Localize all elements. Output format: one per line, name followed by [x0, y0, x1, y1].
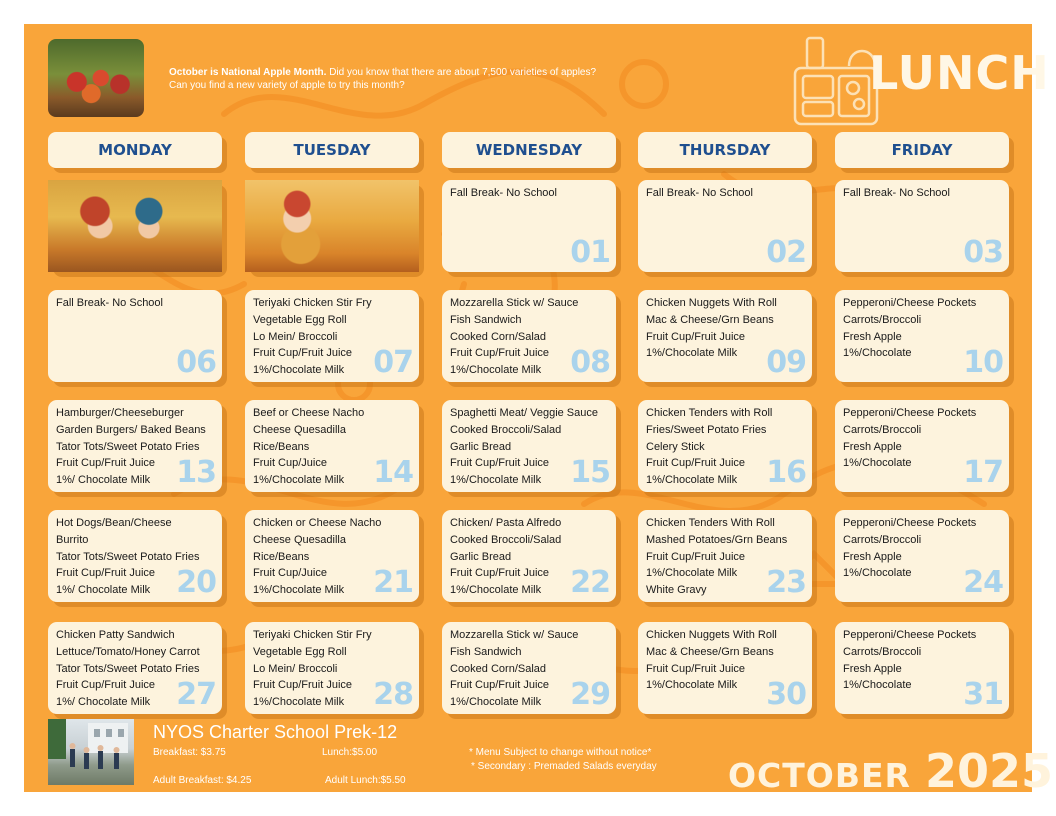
menu-item: Mashed Potatoes/Grn Beans	[646, 533, 788, 546]
autumn-girl-photo	[245, 180, 419, 272]
menu-item: Fall Break- No School	[646, 187, 753, 199]
menu-item: Fish Sandwich	[450, 645, 522, 658]
menu-item: Fresh Apple	[843, 330, 902, 343]
menu-item: Fruit Cup/Fruit Juice	[56, 457, 156, 470]
adult-breakfast-price: Adult Breakfast: $4.25	[153, 775, 252, 786]
intro-line2: Can you find a new variety of apple to try this month?	[169, 80, 405, 91]
menu-item: Pepperoni/Cheese Pockets	[843, 517, 977, 529]
date-number: 28	[373, 677, 413, 712]
menu-item: 1%/ Chocolate Milk	[56, 584, 151, 597]
menu-day-cell	[48, 622, 222, 714]
menu-item: Fruit Cup/Juice	[253, 567, 327, 580]
intro-rest: Did you know that there are about 7,500 varieties of apples?	[326, 67, 597, 78]
menu-item: Spaghetti Meat/ Veggie Sauce	[450, 407, 598, 419]
menu-item: Carrots/Broccoli	[843, 645, 922, 658]
menu-item: Fruit Cup/Juice	[253, 457, 327, 470]
date-number: 03	[963, 235, 1003, 270]
date-number: 30	[766, 677, 806, 712]
menu-item: 1%/Chocolate	[843, 567, 912, 580]
menu-day-cell	[835, 622, 1009, 714]
menu-item: 1%/Chocolate Milk	[646, 347, 738, 360]
date-number: 06	[176, 345, 216, 380]
autumn-kids-photo-image	[48, 180, 222, 272]
menu-item: Fruit Cup/Fruit Juice	[450, 679, 550, 692]
salad-note: * Secondary : Premaded Salads everyday	[471, 761, 657, 772]
menu-item: 1%/ Chocolate Milk	[56, 696, 151, 709]
menu-day-cell	[638, 180, 812, 272]
menu-item: 1%/Chocolate Milk	[646, 567, 738, 580]
date-number: 09	[766, 345, 806, 380]
menu-item: Garlic Bread	[450, 440, 512, 453]
menu-day-cell	[245, 622, 419, 714]
menu-item: Cheese Quesadilla	[253, 423, 346, 436]
menu-item: 1%/Chocolate Milk	[646, 679, 738, 692]
date-number: 01	[570, 235, 610, 270]
menu-item: Garlic Bread	[450, 550, 512, 563]
menu-item: Mozzarella Stick w/ Sauce	[450, 297, 579, 309]
menu-day-cell	[245, 400, 419, 492]
date-number: 17	[963, 455, 1003, 490]
menu-item: Fall Break- No School	[843, 187, 950, 199]
menu-item: Mozzarella Stick w/ Sauce	[450, 629, 579, 641]
menu-item: Rice/Beans	[253, 550, 310, 563]
menu-item: Fruit Cup/Fruit Juice	[646, 550, 746, 563]
menu-item: 1%/Chocolate Milk	[450, 584, 542, 597]
menu-item: Cooked Corn/Salad	[450, 662, 547, 675]
menu-day-cell	[835, 290, 1009, 382]
intro-bold: October is National Apple Month.	[169, 67, 327, 78]
menu-item: Chicken Tenders with Roll	[646, 407, 773, 419]
menu-item: Rice/Beans	[253, 440, 310, 453]
menu-item: 1%/Chocolate Milk	[450, 474, 542, 487]
menu-item: Fruit Cup/Fruit Juice	[450, 457, 550, 470]
menu-item: Celery Stick	[646, 440, 705, 453]
menu-item: Chicken/ Pasta Alfredo	[450, 517, 562, 529]
menu-item: Pepperoni/Cheese Pockets	[843, 407, 977, 419]
menu-day-cell	[638, 400, 812, 492]
apple-basket-photo	[48, 39, 144, 117]
students-illustration	[48, 719, 134, 785]
menu-day-cell	[48, 290, 222, 382]
apple-month-intro	[169, 66, 596, 92]
menu-item: Carrots/Broccoli	[843, 533, 922, 546]
menu-item: Fall Break- No School	[450, 187, 557, 199]
menu-item: Fruit Cup/Fruit Juice	[646, 330, 746, 343]
day-header-tuesday: TUESDAY	[245, 132, 419, 168]
menu-item: 1%/Chocolate Milk	[253, 474, 345, 487]
menu-item: 1%/Chocolate Milk	[253, 696, 345, 709]
school-name: NYOS Charter School Prek-12	[153, 722, 398, 742]
menu-item: Beef or Cheese Nacho	[253, 407, 365, 419]
date-number: 13	[176, 455, 216, 490]
menu-day-cell	[442, 510, 616, 602]
menu-item: 1%/Chocolate	[843, 679, 912, 692]
menu-item: Fruit Cup/Fruit Juice	[253, 679, 353, 692]
month-label: OCTOBER	[728, 756, 911, 795]
lunch-price: Lunch:$5.00	[322, 747, 378, 758]
menu-item: Teriyaki Chicken Stir Fry	[253, 629, 372, 641]
menu-item: Cheese Quesadilla	[253, 533, 346, 546]
menu-item: Chicken Nuggets With Roll	[646, 297, 777, 309]
menu-item: Cooked Broccoli/Salad	[450, 423, 562, 436]
date-number: 08	[570, 345, 610, 380]
menu-day-cell	[245, 290, 419, 382]
lunch-menu-page	[24, 24, 1053, 798]
date-number: 07	[373, 345, 413, 380]
menu-item: 1%/Chocolate	[843, 347, 912, 360]
menu-day-cell	[835, 400, 1009, 492]
menu-day-cell	[638, 510, 812, 602]
lunch-title: LUNCH	[869, 46, 1050, 100]
menu-item: Mac & Cheese/Grn Beans	[646, 313, 774, 326]
menu-item: Cooked Corn/Salad	[450, 330, 547, 343]
menu-item: 1%/Chocolate Milk	[450, 696, 542, 709]
menu-item: 1%/Chocolate Milk	[646, 474, 738, 487]
menu-item: Fruit Cup/Fruit Juice	[450, 347, 550, 360]
menu-item: Fruit Cup/Fruit Juice	[253, 347, 353, 360]
date-number: 22	[570, 565, 610, 600]
menu-item: Fall Break- No School	[56, 297, 163, 309]
menu-day-cell	[442, 400, 616, 492]
menu-item: Tator Tots/Sweet Potato Fries	[56, 662, 200, 675]
day-header-monday: MONDAY	[48, 132, 222, 168]
menu-day-cell	[638, 290, 812, 382]
menu-item: Pepperoni/Cheese Pockets	[843, 629, 977, 641]
menu-day-cell	[48, 400, 222, 492]
menu-item: 1%/Chocolate Milk	[253, 364, 345, 377]
menu-item: 1%/Chocolate	[843, 457, 912, 470]
menu-item: Lo Mein/ Broccoli	[253, 662, 338, 675]
menu-day-cell	[442, 622, 616, 714]
menu-day-cell	[442, 290, 616, 382]
menu-day-cell	[835, 510, 1009, 602]
menu-item: Chicken or Cheese Nacho	[253, 517, 382, 529]
menu-item: Fruit Cup/Fruit Juice	[56, 567, 156, 580]
date-number: 31	[963, 677, 1003, 712]
menu-item: Hot Dogs/Bean/Cheese	[56, 517, 172, 529]
date-number: 16	[766, 455, 806, 490]
date-number: 15	[570, 455, 610, 490]
menu-item: 1%/Chocolate Milk	[450, 364, 542, 377]
menu-day-cell	[835, 180, 1009, 272]
menu-day-cell	[48, 510, 222, 602]
menu-item: Cooked Broccoli/Salad	[450, 533, 562, 546]
date-number: 14	[373, 455, 413, 490]
menu-item: Lettuce/Tomato/Honey Carrot	[56, 645, 200, 658]
day-header-wednesday: WEDNESDAY	[442, 132, 616, 168]
menu-item: Tator Tots/Sweet Potato Fries	[56, 440, 200, 453]
menu-item: Burrito	[56, 533, 89, 546]
year-label: 2025	[924, 744, 1053, 798]
menu-item: Fruit Cup/Fruit Juice	[646, 662, 746, 675]
month-year-title	[728, 744, 1053, 798]
adult-lunch-price: Adult Lunch:$5.50	[325, 775, 406, 786]
menu-item: Teriyaki Chicken Stir Fry	[253, 297, 372, 309]
menu-item: Carrots/Broccoli	[843, 423, 922, 436]
menu-item: 1%/ Chocolate Milk	[56, 474, 151, 487]
menu-item: White Gravy	[646, 584, 707, 597]
menu-item: Chicken Tenders With Roll	[646, 517, 775, 529]
date-number: 20	[176, 565, 216, 600]
menu-item: Garden Burgers/ Baked Beans	[56, 423, 206, 436]
menu-item: Fruit Cup/Fruit Juice	[450, 567, 550, 580]
menu-item: Fish Sandwich	[450, 313, 522, 326]
date-number: 02	[766, 235, 806, 270]
date-number: 24	[963, 565, 1003, 600]
menu-day-cell	[638, 622, 812, 714]
date-number: 10	[963, 345, 1003, 380]
day-header-thursday: THURSDAY	[638, 132, 812, 168]
date-number: 23	[766, 565, 806, 600]
menu-item: Vegetable Egg Roll	[253, 313, 347, 326]
day-header-friday: FRIDAY	[835, 132, 1009, 168]
autumn-kids-photo	[48, 180, 222, 272]
menu-item: Chicken Patty Sandwich	[56, 629, 175, 641]
menu-item: Lo Mein/ Broccoli	[253, 330, 338, 343]
date-number: 21	[373, 565, 413, 600]
menu-item: Carrots/Broccoli	[843, 313, 922, 326]
menu-change-note: * Menu Subject to change without notice*	[469, 747, 652, 758]
menu-item: Fries/Sweet Potato Fries	[646, 423, 767, 436]
school-students-photo	[48, 719, 134, 785]
menu-item: Fruit Cup/Fruit Juice	[646, 457, 746, 470]
menu-item: Chicken Nuggets With Roll	[646, 629, 777, 641]
menu-item: 1%/Chocolate Milk	[253, 584, 345, 597]
date-number: 29	[570, 677, 610, 712]
menu-item: Hamburger/Cheeseburger	[56, 407, 184, 419]
menu-item: Tator Tots/Sweet Potato Fries	[56, 550, 200, 563]
menu-item: Fresh Apple	[843, 662, 902, 675]
menu-day-cell	[245, 510, 419, 602]
menu-day-cell	[442, 180, 616, 272]
menu-item: Vegetable Egg Roll	[253, 645, 347, 658]
autumn-girl-photo-image	[245, 180, 419, 272]
menu-item: Fruit Cup/Fruit Juice	[56, 679, 156, 692]
menu-item: Mac & Cheese/Grn Beans	[646, 645, 774, 658]
menu-item: Fresh Apple	[843, 550, 902, 563]
date-number: 27	[176, 677, 216, 712]
breakfast-price: Breakfast: $3.75	[153, 747, 226, 758]
menu-item: Pepperoni/Cheese Pockets	[843, 297, 977, 309]
menu-item: Fresh Apple	[843, 440, 902, 453]
